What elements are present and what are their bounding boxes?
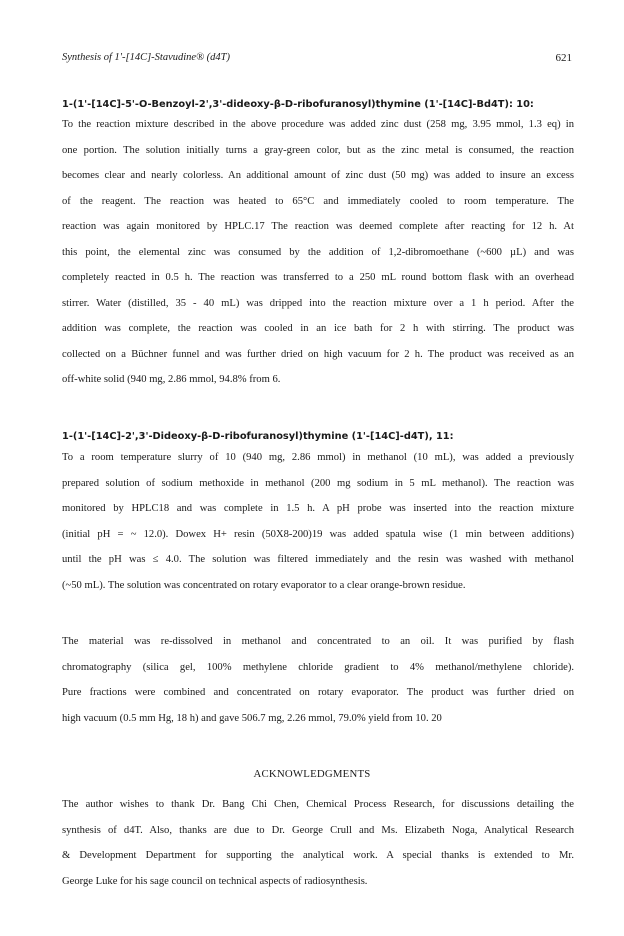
acknowledgments-title: ACKNOWLEDGMENTS — [253, 768, 371, 780]
paragraph-line: monitored by HPLC18 and was complete in 1.5 h. A pH probe was inserted into the reaction mixture — [62, 503, 574, 514]
paragraph-line: George Luke for his sage council on technical aspects of radiosynthesis. — [62, 876, 368, 887]
paragraph-line: completely reacted in 0.5 h. The reaction was transferred to a 250 mL round bottom flask with an overhead — [62, 272, 574, 283]
paragraph-line: (initial pH = ~ 12.0). Dowex H+ resin (50X8-200)19 was added spatula wise (1 min between additions) — [62, 529, 574, 540]
paragraph-line: of the reagent. The reaction was heated to 65°C and immediately cooled to room temperature. The — [62, 196, 574, 207]
paragraph-line: one portion. The solution initially turns a gray-green color, but as the zinc metal is consumed, the reaction — [62, 145, 574, 156]
paragraph-line: reaction was again monitored by HPLC.17 The reaction was deemed complete after reacting for 12 h. At — [62, 221, 574, 232]
paragraph-line: synthesis of d4T. Also, thanks are due to Dr. George Crull and Ms. Elizabeth Noga, Analytical Research — [62, 825, 574, 836]
paragraph-line: off-white solid (940 mg, 2.86 mmol, 94.8% from 6. — [62, 374, 281, 385]
section-heading-bd4t: 1-(1'-[14C]-5'-O-Benzoyl-2',3'-dideoxy-β-D-ribofuranosyl)thymine (1'-[14C]-Bd4T): 10: — [62, 99, 534, 110]
paragraph-line: & Development Department for supporting the analytical work. A special thanks is extended to Mr. — [62, 850, 574, 861]
running-title: Synthesis of 1'-[14C]-Stavudine® (d4T) — [62, 52, 230, 63]
paragraph-line: collected on a Büchner funnel and was further dried on high vacuum for 2 h. The product was received as an — [62, 349, 574, 360]
section-heading-d4t: 1-(1'-[14C]-2',3'-Dideoxy-β-D-ribofuranosyl)thymine (1'-[14C]-d4T), 11: — [62, 431, 454, 442]
paragraph-line: To the reaction mixture described in the above procedure was added zinc dust (258 mg, 3.95 mmol, 1.3 eq) in — [62, 119, 574, 130]
paragraph-line: To a room temperature slurry of 10 (940 mg, 2.86 mmol) in methanol (10 mL), was added a previously — [62, 452, 574, 463]
paragraph-line: addition was complete, the reaction was cooled in an ice bath for 2 h with stirring. The product was — [62, 323, 574, 334]
paragraph-line: (~50 mL). The solution was concentrated on rotary evaporator to a clear orange-brown residue. — [62, 580, 466, 591]
paragraph-line: The author wishes to thank Dr. Bang Chi Chen, Chemical Process Research, for discussions detailing the — [62, 799, 574, 810]
paragraph-line: The material was re-dissolved in methanol and concentrated to an oil. It was purified by flash — [62, 636, 574, 647]
paragraph-line: this point, the elemental zinc was consumed by the addition of 1,2-dibromoethane (~600 µL) and was — [62, 247, 574, 258]
paragraph-line: prepared solution of sodium methoxide in methanol (200 mg sodium in 5 mL methanol). The reaction was — [62, 478, 574, 489]
paragraph-line: until the pH was ≤ 4.0. The solution was filtered immediately and the resin was washed with methanol — [62, 554, 574, 565]
paragraph-line: stirrer. Water (distilled, 35 - 40 mL) was dripped into the reaction mixture over a 1 h period. After the — [62, 298, 574, 309]
paragraph-line: high vacuum (0.5 mm Hg, 18 h) and gave 506.7 mg, 2.26 mmol, 79.0% yield from 10. 20 — [62, 713, 442, 724]
page-number: 621 — [555, 52, 572, 64]
paragraph-line: becomes clear and nearly colorless. An additional amount of zinc dust (50 mg) was added to insure an excess — [62, 170, 574, 181]
running-head — [62, 52, 572, 66]
paragraph-line: Pure fractions were combined and concentrated on rotary evaporator. The product was further dried on — [62, 687, 574, 698]
paragraph-line: chromatography (silica gel, 100% methylene chloride gradient to 4% methanol/methylene chloride). — [62, 662, 574, 673]
